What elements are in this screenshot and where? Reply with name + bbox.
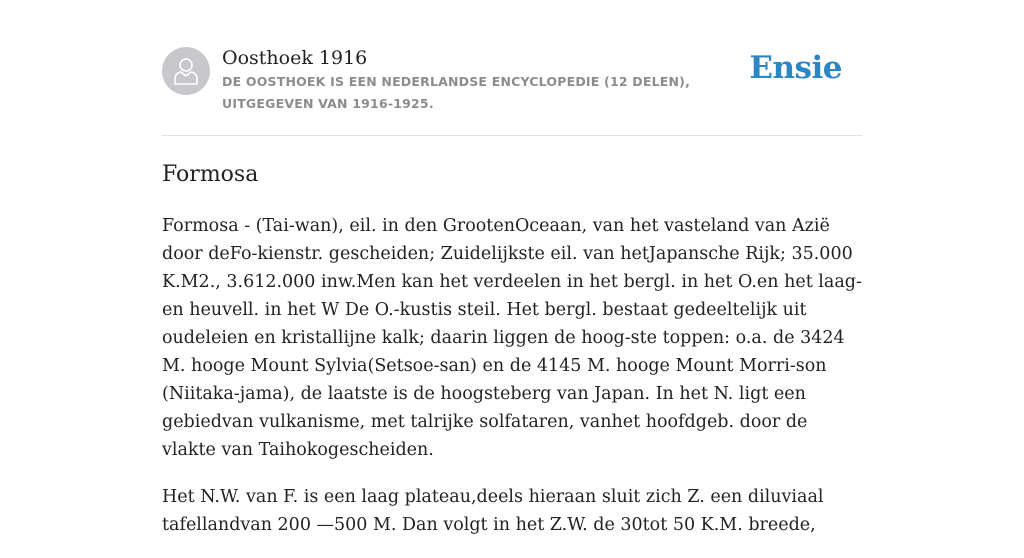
source-avatar[interactable]: [162, 47, 210, 95]
article-paragraph: Formosa - (Tai-wan), eil. in den GrootenOceaan, van het vasteland van Azië door deFo-kienstr. gescheiden; Zuidelijkste eil. van hetJapansche Rijk; 35.000 K.M2., 3.612.000 inw.Men kan het verdeelen in het bergl. in het O.en het laag-en heuvell. in het W De O.-kustis steil. Het bergl. bestaat gedeeltelijk uit oudeleien en kristallijne kalk; daarin liggen de hoog-ste toppen: o.a. de 3424 M. hooge Mount Sylvia(Setsoe-san) en de 4145 M. hooge Mount Morri-son (Niitaka-jama), de laatste is de hoogsteberg van Japan. In het N. ligt een gebiedvan vulkanisme, met talrijke solfataren, vanhet hoofdgeb. door de vlakte van Taihokogescheiden.: [162, 216, 862, 460]
header-divider: [162, 135, 862, 136]
article-title: Formosa: [162, 162, 259, 187]
source-title[interactable]: Oosthoek 1916: [222, 47, 368, 69]
article-paragraph: Het N.W. van F. is een laag plateau,deels hieraan sluit zich Z. een diluviaal tafellandvan 200 —500 M. Dan volgt in het Z.W. de 30tot 50 K.M. breede,: [162, 487, 824, 535]
user-icon: [174, 57, 198, 85]
source-header: [162, 46, 862, 116]
brand-logo[interactable]: Ensie: [749, 50, 842, 86]
article-body: [162, 212, 862, 558]
source-description: DE OOSTHOEK IS EEN NEDERLANDSE ENCYCLOPEDIE (12 DELEN), UITGEGEVEN VAN 1916-1925.: [222, 74, 691, 111]
